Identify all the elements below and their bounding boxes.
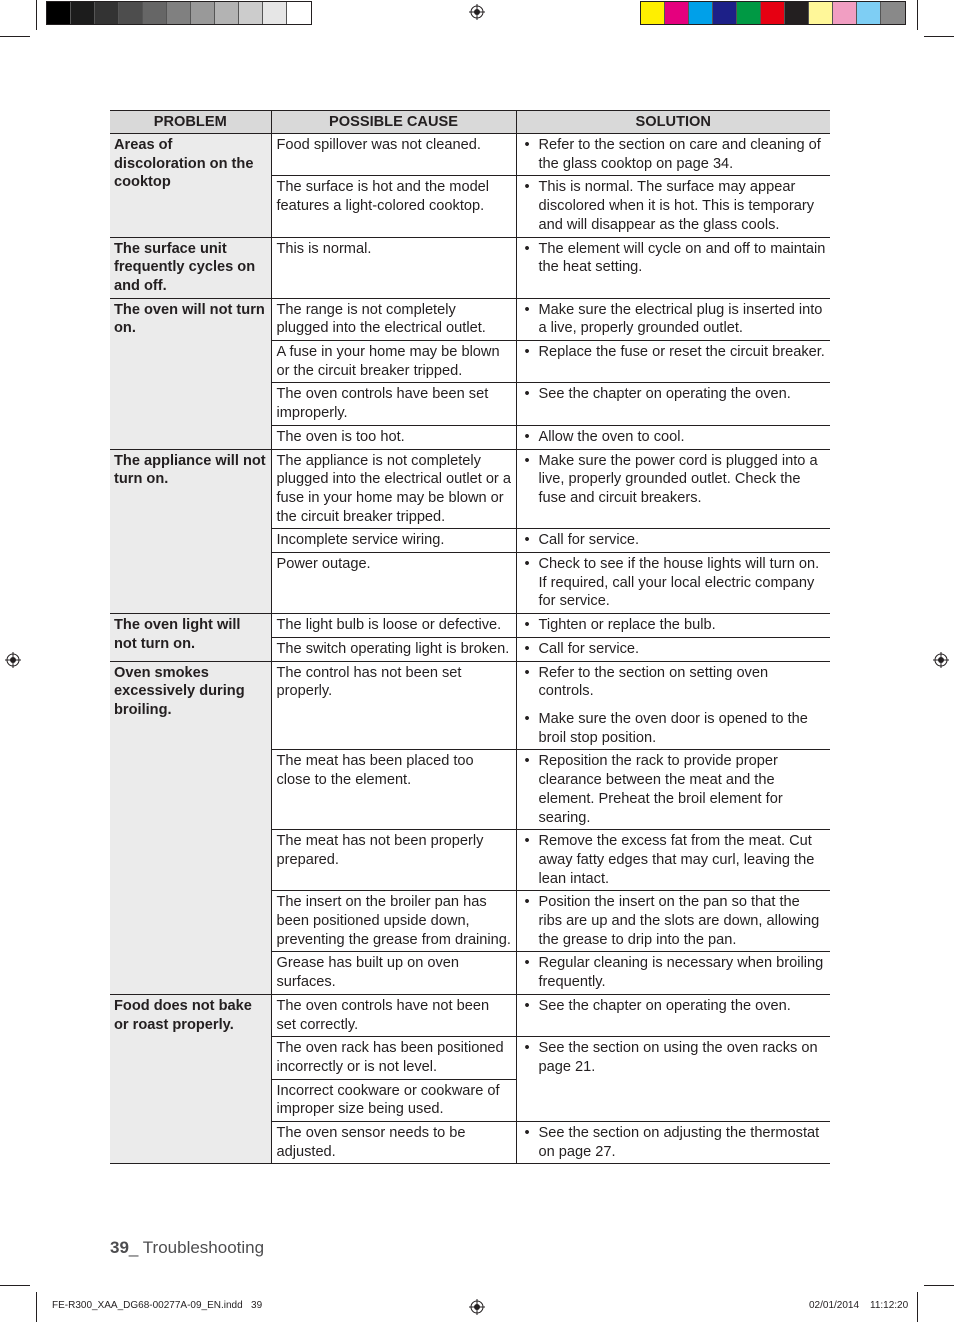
table-row (110, 237, 830, 298)
color-swatch (689, 2, 713, 24)
solution-cell (516, 298, 830, 340)
solution-cell (516, 449, 830, 529)
cause-cell: The range is not completely plugged into the electrical outlet. (271, 298, 516, 340)
cause-cell: The oven rack has been positioned incorrectly or is not level. (271, 1037, 516, 1079)
color-swatch (287, 2, 311, 24)
header-possible-cause: POSSIBLE CAUSE (271, 111, 516, 134)
color-swatch (239, 2, 263, 24)
color-swatch (215, 2, 239, 24)
solution-bullet: • See the section on using the oven racks on page 21. (522, 1039, 827, 1076)
color-swatch (167, 2, 191, 24)
solution-bullet: • Position the insert on the pan so that the ribs are up and the slots are down, allowing the grease to drip into the pan. (522, 893, 827, 949)
color-swatch (713, 2, 737, 24)
solution-cell (516, 830, 830, 891)
problem-cell: The surface unit frequently cycles on and off. (110, 237, 271, 298)
table-row (110, 661, 830, 750)
footer-separator: _ (128, 1238, 143, 1257)
table-header-row (110, 111, 830, 134)
color-swatch (95, 2, 119, 24)
solution-cell (516, 750, 830, 830)
crop-mark (36, 0, 37, 30)
cause-cell: The insert on the broiler pan has been positioned upside down, preventing the grease from draining. (271, 891, 516, 952)
solution-bullet: • Allow the oven to cool. (522, 428, 827, 447)
header-solution: SOLUTION (516, 111, 830, 134)
solution-cell (516, 341, 830, 383)
cause-cell: A fuse in your home may be blown or the circuit breaker tripped. (271, 341, 516, 383)
table-row (110, 614, 830, 638)
crop-mark (917, 0, 918, 30)
cause-cell: The oven sensor needs to be adjusted. (271, 1122, 516, 1164)
color-swatch (857, 2, 881, 24)
solution-bullet: • See the chapter on operating the oven. (522, 997, 827, 1016)
solution-cell (516, 661, 830, 750)
cause-cell: The light bulb is loose or defective. (271, 614, 516, 638)
slug-time: 11:12:20 (870, 1300, 909, 1311)
cause-cell: Power outage. (271, 553, 516, 614)
solution-cell (516, 134, 830, 176)
crop-mark (917, 1292, 918, 1322)
color-swatch (785, 2, 809, 24)
cause-cell: Incorrect cookware or cookware of improper size being used. (271, 1079, 516, 1121)
cause-cell: Incomplete service wiring. (271, 529, 516, 553)
problem-cell: The oven light will not turn on. (110, 614, 271, 661)
problem-cell: Areas of discoloration on the cooktop (110, 134, 271, 238)
cause-cell: Grease has built up on oven surfaces. (271, 952, 516, 994)
cause-cell: The oven controls have been set improperly. (271, 383, 516, 425)
table-row (110, 134, 830, 176)
crop-mark (0, 36, 30, 37)
color-swatch (761, 2, 785, 24)
cause-cell: The oven is too hot. (271, 425, 516, 449)
color-swatch (263, 2, 287, 24)
solution-bullet: • Make sure the electrical plug is inserted into a live, properly grounded outlet. (522, 301, 827, 338)
registration-mark-icon (933, 652, 949, 668)
page-footer (110, 1238, 264, 1258)
cause-cell: The surface is hot and the model features a light-colored cooktop. (271, 176, 516, 237)
crop-mark (36, 1292, 37, 1322)
solution-cell (516, 637, 830, 661)
color-swatch (191, 2, 215, 24)
solution-cell (516, 529, 830, 553)
cause-cell: The meat has not been properly prepared. (271, 830, 516, 891)
color-swatch (665, 2, 689, 24)
file-name-slug: FE-R300_XAA_DG68-00277A-09_EN.indd 39 (52, 1300, 263, 1311)
color-swatch (143, 2, 167, 24)
troubleshooting-table (110, 110, 830, 1164)
section-name: Troubleshooting (142, 1238, 265, 1257)
solution-cell (516, 1122, 830, 1164)
solution-bullet: • Refer to the section on care and cleaning of the glass cooktop on page 34. (522, 136, 827, 173)
cause-cell: The appliance is not completely plugged into the electrical outlet or a fuse in your home may be blown or the circuit breaker tripped. (271, 449, 516, 529)
solution-bullet: • Call for service. (522, 640, 827, 659)
color-swatch (737, 2, 761, 24)
solution-bullet: • Replace the fuse or reset the circuit breaker. (522, 343, 827, 362)
solution-cell (516, 1037, 830, 1122)
cause-cell: The meat has been placed too close to the element. (271, 750, 516, 830)
color-swatch (833, 2, 857, 24)
solution-cell (516, 994, 830, 1036)
problem-cell: The oven will not turn on. (110, 298, 271, 449)
solution-bullet: • Regular cleaning is necessary when broiling frequently. (522, 954, 827, 991)
solution-bullet: • Reposition the rack to provide proper clearance between the meat and the element. Preheat the broil element for searing. (522, 752, 827, 827)
solution-bullet: • Remove the excess fat from the meat. Cut away fatty edges that may curl, leaving the lean intact. (522, 832, 827, 888)
solution-bullet: • See the chapter on operating the oven. (522, 385, 827, 404)
solution-cell (516, 425, 830, 449)
color-swatch (809, 2, 833, 24)
color-swatch (119, 2, 143, 24)
problem-cell: Oven smokes excessively during broiling. (110, 661, 271, 994)
header-problem: PROBLEM (110, 111, 271, 134)
slug-date: 02/01/2014 (809, 1300, 860, 1311)
registration-mark-icon (5, 652, 21, 668)
page-number: 39 (110, 1238, 129, 1257)
solution-bullet: • Check to see if the house lights will turn on. If required, call your local electric company for service. (522, 555, 827, 611)
cause-cell: The oven controls have not been set correctly. (271, 994, 516, 1036)
crop-mark (0, 1285, 30, 1286)
solution-bullet: • Call for service. (522, 531, 827, 550)
cause-cell: This is normal. (271, 237, 516, 298)
problem-cell: Food does not bake or roast properly. (110, 994, 271, 1164)
solution-bullet: • The element will cycle on and off to maintain the heat setting. (522, 240, 827, 277)
cause-cell: The control has not been set properly. (271, 661, 516, 750)
crop-mark (924, 36, 954, 37)
color-swatch (71, 2, 95, 24)
solution-bullet: • See the section on adjusting the thermostat on page 27. (522, 1124, 827, 1161)
process-color-bar (640, 1, 906, 25)
color-swatch (47, 2, 71, 24)
solution-bullet: • Make sure the oven door is opened to the broil stop position. (522, 710, 827, 747)
crop-mark (924, 1285, 954, 1286)
color-swatch (641, 2, 665, 24)
solution-bullet: • This is normal. The surface may appear discolored when it is hot. This is temporary and will disappear as the glass cools. (522, 178, 827, 234)
solution-cell (516, 891, 830, 952)
table-row (110, 994, 830, 1036)
table-row (110, 449, 830, 529)
color-swatch (881, 2, 905, 24)
table-row (110, 298, 830, 340)
problem-cell: The appliance will not turn on. (110, 449, 271, 614)
solution-bullet: • Tighten or replace the bulb. (522, 616, 827, 635)
registration-mark-icon (469, 4, 485, 20)
solution-cell (516, 952, 830, 994)
solution-cell (516, 176, 830, 237)
registration-mark-icon (469, 1299, 485, 1315)
solution-cell (516, 553, 830, 614)
solution-cell (516, 614, 830, 638)
solution-bullet: • Make sure the power cord is plugged into a live, properly grounded outlet. Check the fuse and circuit breakers. (522, 452, 827, 508)
cause-cell: Food spillover was not cleaned. (271, 134, 516, 176)
solution-cell (516, 237, 830, 298)
grayscale-color-bar (46, 1, 312, 25)
solution-cell (516, 383, 830, 425)
cause-cell: The switch operating light is broken. (271, 637, 516, 661)
solution-bullet: • Refer to the section on setting oven controls. (522, 664, 827, 701)
